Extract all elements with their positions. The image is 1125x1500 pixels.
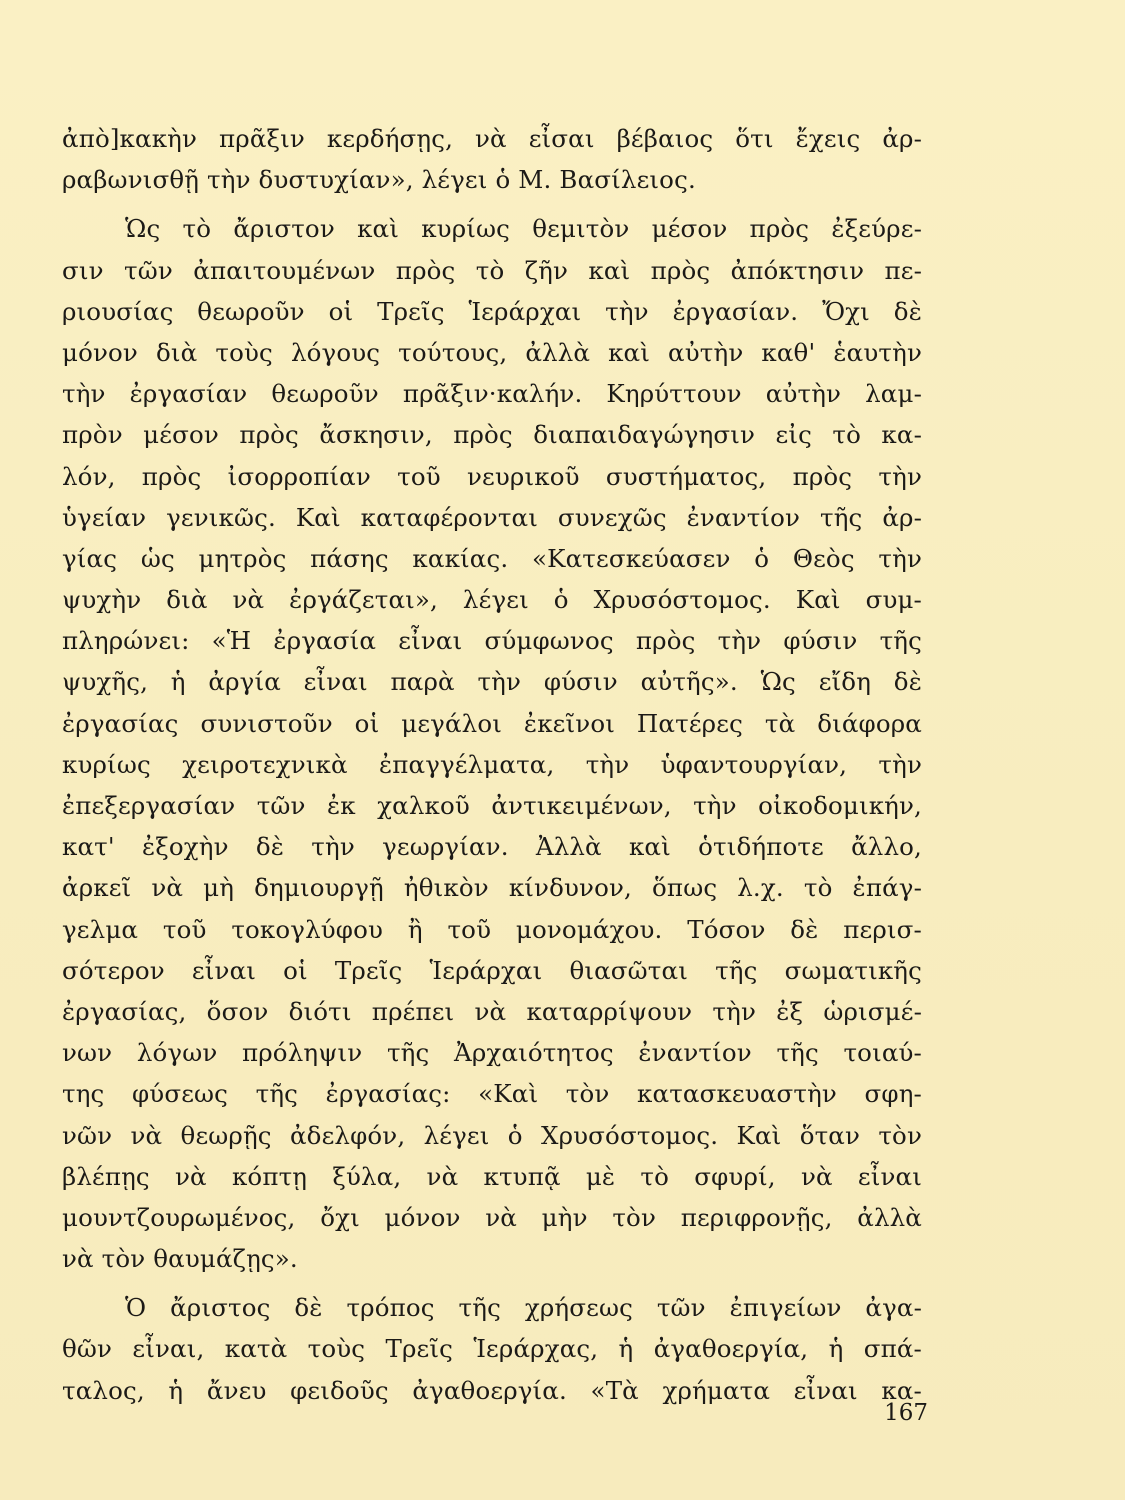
text-line: θῶν εἶναι, κατὰ τοὺς Τρεῖς Ἱεράρχας, ἡ ἀγαθοεργία, ἡ σπά- [62, 1334, 922, 1364]
text-line: ἀπὸ]κακὴν πρᾶξιν κερδήσῃς, νὰ εἶσαι βέβαιος ὅτι ἔχεις ἀρ- [62, 124, 922, 153]
text-line: σιν τῶν ἀπαιτουμένων πρὸς τὸ ζῆν καὶ πρὸς ἀπόκτησιν πε- [62, 255, 922, 285]
text-line: ἐργασίας, ὅσον διότι πρέπει νὰ καταρρίψουν τὴν ἐξ ὡρισμέ- [62, 996, 922, 1026]
text-line: μόνον διὰ τοὺς λόγους τούτους, ἀλλὰ καὶ αὐτὴν καθ' ἑαυτὴν [62, 337, 922, 367]
text-line: βλέπῃς νὰ κόπτῃ ξύλα, νὰ κτυπᾷ μὲ τὸ σφυρί, νὰ εἶναι [62, 1161, 922, 1191]
text-line: πρὸν μέσον πρὸς ἄσκησιν, πρὸς διαπαιδαγώγησιν εἰς τὸ κα- [62, 420, 922, 450]
text-line: πληρώνει: «Ἡ ἐργασία εἶναι σύμφωνος πρὸς τὴν φύσιν τῆς [62, 626, 922, 656]
text-line: λόν, πρὸς ἰσορροπίαν τοῦ νευρικοῦ συστήματος, πρὸς τὴν [62, 461, 922, 491]
text-line: κατ' ἐξοχὴν δὲ τὴν γεωργίαν. Ἀλλὰ καὶ ὁτιδήποτε ἄλλο, [62, 832, 922, 862]
body-text [62, 118, 922, 1411]
text-line: ραβωνισθῇ τὴν δυστυχίαν», λέγει ὁ Μ. Βασίλειος. [62, 165, 696, 195]
text-line: ἐργασίας συνιστοῦν οἱ μεγάλοι ἐκεῖνοι Πατέρες τὰ διάφορα [62, 708, 922, 738]
text-line: τὴν ἐργασίαν θεωροῦν πρᾶξιν·καλήν. Κηρύττουν αὐτὴν λαμ- [62, 379, 922, 409]
text-line: ψυχῆς, ἡ ἀργία εἶναι παρὰ τὴν φύσιν αὐτῆς». Ὡς εἴδη δὲ [62, 667, 922, 697]
text-line: γίας ὡς μητρὸς πάσης κακίας. «Κατεσκεύασεν ὁ Θεὸς τὴν [62, 543, 922, 573]
text-line: νῶν νὰ θεωρῇς ἀδελφόν, λέγει ὁ Χρυσόστομος. Καὶ ὅταν τὸν [62, 1120, 922, 1150]
text-line: ἐπεξεργασίαν τῶν ἐκ χαλκοῦ ἀντικειμένων, τὴν οἰκοδομικήν, [62, 791, 922, 820]
text-line: κυρίως χειροτεχνικὰ ἐπαγγέλματα, τὴν ὑφαντουργίαν, τὴν [62, 749, 922, 779]
text-line: Ὡς τὸ ἄριστον καὶ κυρίως θεμιτὸν μέσον πρὸς ἐξεύρε- [125, 214, 922, 244]
text-line: ριουσίας θεωροῦν οἱ Τρεῖς Ἱεράρχαι τὴν ἐργασίαν. Ὄχι δὲ [62, 296, 922, 326]
text-line: Ὁ ἄριστος δὲ τρόπος τῆς χρήσεως τῶν ἐπιγείων ἀγα- [125, 1293, 922, 1323]
text-line: γελμα τοῦ τοκογλύφου ἢ τοῦ μονομάχου. Τόσον δὲ περισ- [62, 914, 922, 944]
text-line: μουντζουρωμένος, ὄχι μόνον νὰ μὴν τὸν περιφρονῇς, ἀλλὰ [62, 1202, 922, 1232]
text-line: σότερον εἶναι οἱ Τρεῖς Ἱεράρχαι θιασῶται τῆς σωματικῆς [62, 955, 922, 985]
text-line: ψυχὴν διὰ νὰ ἐργάζεται», λέγει ὁ Χρυσόστομος. Καὶ συμ- [62, 585, 922, 615]
page-number: 167 [884, 1400, 928, 1426]
text-line: της φύσεως τῆς ἐργασίας: «Καὶ τὸν κατασκευαστὴν σφη- [62, 1079, 922, 1109]
text-line: ταλος, ἡ ἄνευ φειδοῦς ἀγαθοεργία. «Τὰ χρήματα εἶναι κα- [62, 1375, 922, 1405]
text-line: ἀρκεῖ νὰ μὴ δημιουργῇ ἠθικὸν κίνδυνον, ὅπως λ.χ. τὸ ἐπάγ- [62, 873, 922, 903]
text-line: ὑγείαν γενικῶς. Καὶ καταφέρονται συνεχῶς ἐναντίον τῆς ἀρ- [62, 502, 922, 532]
text-line: νὰ τὸν θαυμάζῃς». [62, 1244, 298, 1274]
text-line: νων λόγων πρόληψιν τῆς Ἀρχαιότητος ἐναντίον τῆς τοιαύ- [62, 1038, 922, 1068]
